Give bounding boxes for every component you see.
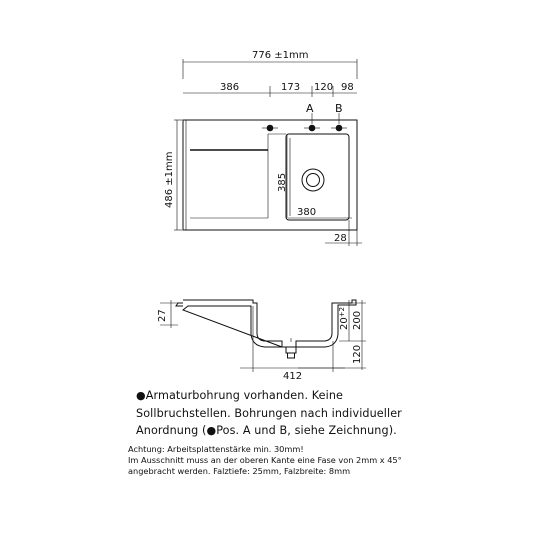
notes-block bbox=[128, 387, 528, 477]
offset-label: 28 bbox=[334, 233, 347, 244]
note-line-3 bbox=[136, 422, 528, 440]
note-line-2: Sollbruchstellen. Bohrungen nach individueller bbox=[136, 406, 402, 420]
small-notes bbox=[128, 444, 528, 478]
bowl-depth-label bbox=[338, 307, 350, 330]
dim-386: 386 bbox=[220, 82, 240, 93]
bowl-height-label: 385 bbox=[277, 172, 288, 192]
tap-hole-a-icon bbox=[304, 113, 320, 131]
main-note bbox=[136, 387, 528, 440]
tap-hole-1-icon bbox=[262, 125, 278, 132]
dim-173: 173 bbox=[281, 82, 301, 93]
drain-width-label: 412 bbox=[283, 371, 303, 382]
small-note-1: Achtung: Arbeitsplattenstärke min. 30mm! bbox=[128, 443, 304, 454]
hole-label-b: B bbox=[335, 102, 343, 115]
drain-height-label: 120 bbox=[352, 344, 363, 364]
sink-outline bbox=[183, 120, 357, 230]
small-note-2: Im Ausschnitt muss an der oberen Kante eine Fase von 2mm x 45° bbox=[128, 454, 402, 465]
bowl-outline bbox=[286, 134, 349, 220]
drain-pipe-icon bbox=[286, 347, 296, 358]
note-line-1-text: Armaturbohrung vorhanden. Keine bbox=[145, 389, 343, 402]
dim-98: 98 bbox=[341, 82, 354, 93]
bowl-width-label: 380 bbox=[297, 207, 317, 218]
height-label: 486 ±1mm bbox=[164, 151, 175, 208]
note-line-3-prefix: Anordnung ( bbox=[136, 424, 207, 437]
bowl-depth-value: 20 bbox=[339, 317, 350, 330]
note-line-3-suffix: Pos. A und B, siehe Zeichnung). bbox=[216, 424, 397, 437]
bullet-icon: ● bbox=[136, 389, 146, 402]
rim-label: 27 bbox=[157, 309, 168, 322]
dim-120: 120 bbox=[314, 82, 334, 93]
total-depth-label: 200 bbox=[352, 310, 363, 330]
tap-hole-b-icon bbox=[331, 113, 347, 131]
drain-icon bbox=[302, 169, 324, 191]
overall-width-label: 776 ±1mm bbox=[252, 50, 309, 61]
bullet-icon: ● bbox=[206, 424, 217, 437]
small-note-3: angebracht werden. Falztiefe: 25mm, Falzbreite: 8mm bbox=[128, 465, 351, 476]
hole-label-a: A bbox=[306, 102, 314, 115]
note-line-1 bbox=[136, 387, 528, 405]
bowl-depth-tolerance: +2 bbox=[338, 306, 346, 318]
sink-section-profile bbox=[183, 300, 356, 347]
